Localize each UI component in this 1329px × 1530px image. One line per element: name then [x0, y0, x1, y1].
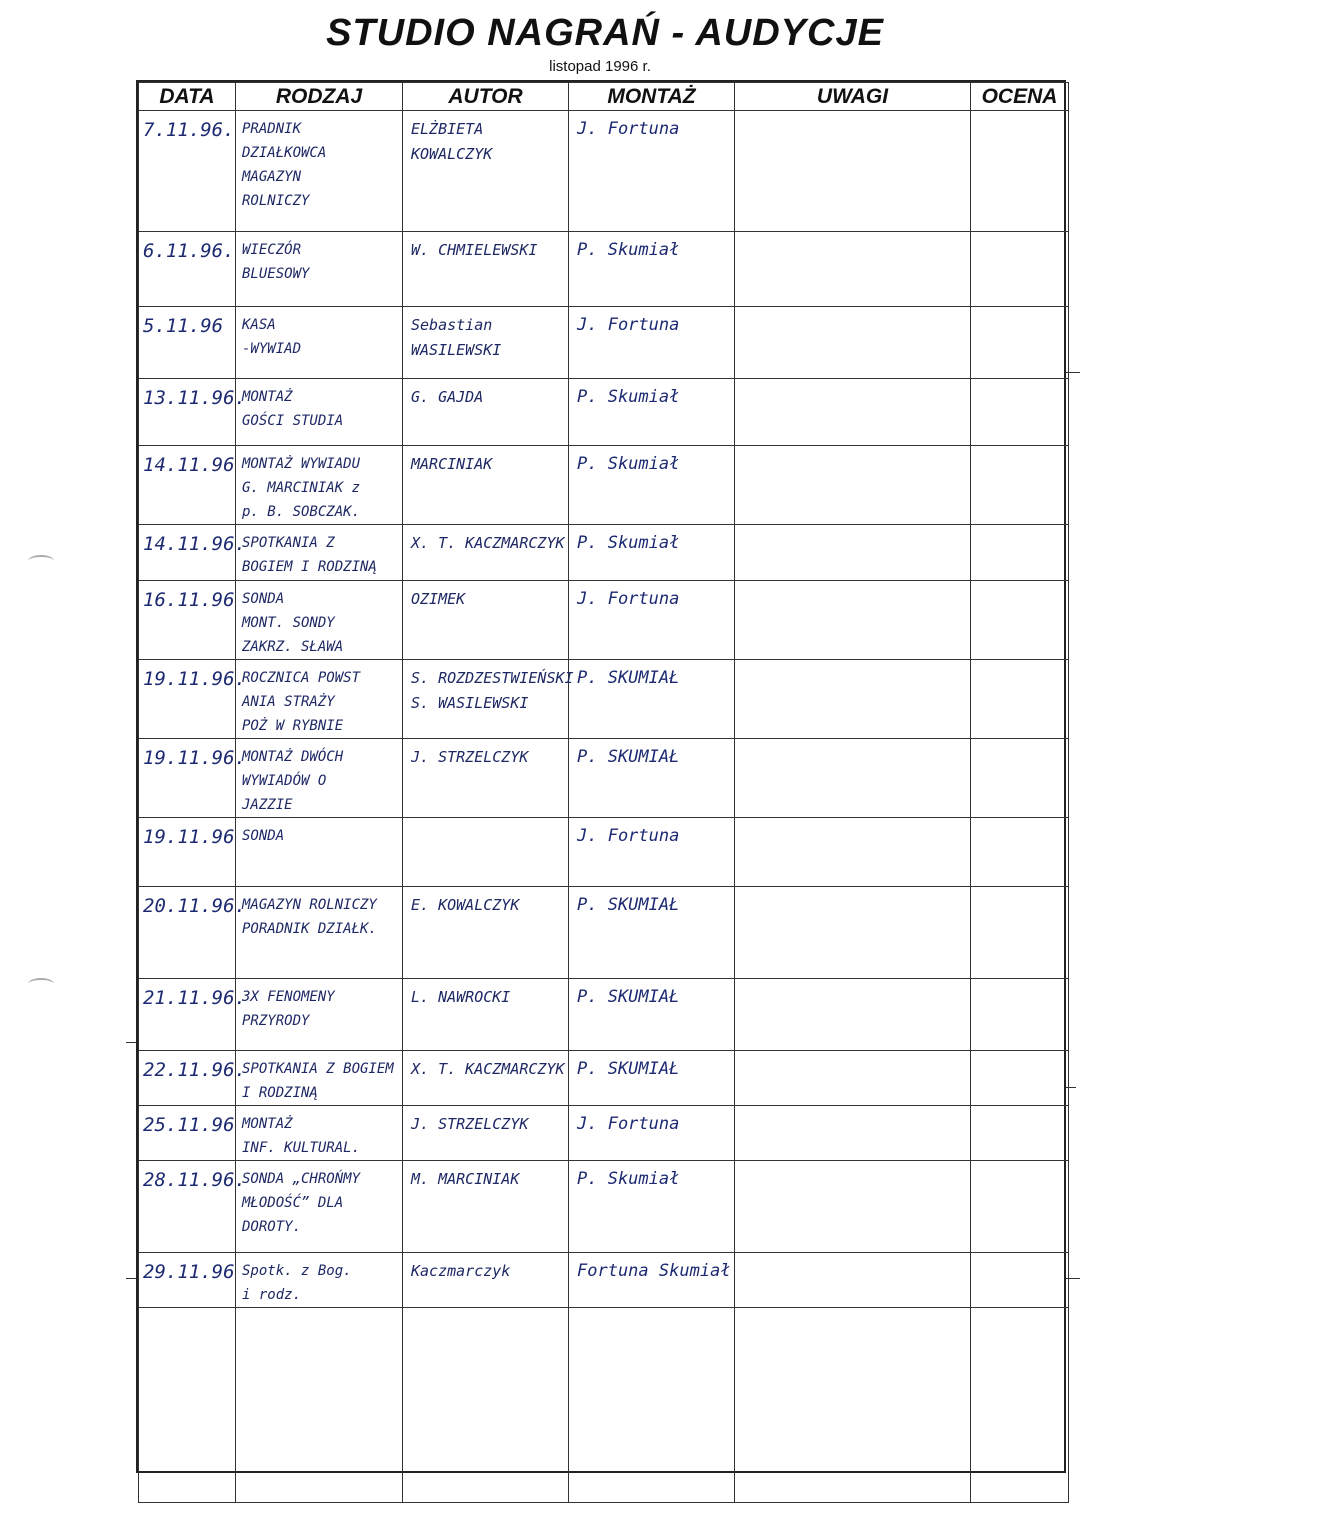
cell-date: 7.11.96.	[139, 111, 236, 232]
cell-text-line: DOROTY.	[242, 1219, 302, 1235]
table-row	[139, 1051, 1069, 1106]
cell-text-line: WIECZÓR	[242, 242, 302, 258]
cell-kind	[236, 887, 403, 979]
table-header-row	[139, 83, 1069, 111]
punch-hole-mark	[28, 555, 54, 567]
cell-date: 21.11.96.	[139, 979, 236, 1051]
stray-line	[1066, 1278, 1080, 1279]
punch-hole-mark	[28, 978, 54, 990]
cell-date: 13.11.96.	[139, 379, 236, 446]
cell-text-line: WYWIADÓW O	[242, 773, 327, 789]
cell-notes	[735, 232, 971, 307]
cell-text-line: MONTAŻ	[242, 1116, 293, 1132]
cell-date: 5.11.96	[139, 307, 236, 379]
cell-author	[403, 1051, 569, 1106]
cell-text-line: MŁODOŚĆ” DLA	[242, 1195, 344, 1211]
cell-date: 22.11.96.	[139, 1051, 236, 1106]
page-title: STUDIO NAGRAŃ - AUDYCJE	[326, 12, 884, 54]
cell-rating	[971, 887, 1069, 979]
cell-rating	[971, 1308, 1069, 1503]
cell-rating	[971, 232, 1069, 307]
cell-date: 19.11.96.	[139, 739, 236, 818]
cell-montage: J. Fortuna	[569, 581, 735, 660]
cell-notes	[735, 379, 971, 446]
cell-text-line: -WYWIAD	[242, 341, 302, 357]
cell-text-line: Sebastian	[411, 316, 493, 334]
cell-author	[403, 232, 569, 307]
cell-notes	[735, 887, 971, 979]
cell-notes	[735, 1253, 971, 1308]
cell-notes	[735, 1106, 971, 1161]
cell-date: 16.11.96	[139, 581, 236, 660]
cell-text-line: S. ROZDZESTWIEŃSKI	[411, 669, 574, 687]
column-header-notes: UWAGI	[735, 83, 971, 111]
table-row	[139, 1106, 1069, 1161]
cell-montage: P. SKUMIAŁ	[569, 979, 735, 1051]
cell-date: 28.11.96.	[139, 1161, 236, 1253]
cell-text-line: MONTAŻ	[242, 389, 293, 405]
cell-notes	[735, 446, 971, 525]
cell-text-line: M. MARCINIAK	[411, 1170, 520, 1188]
cell-text-line: MARCINIAK	[411, 455, 493, 473]
cell-kind	[236, 525, 403, 581]
cell-rating	[971, 1106, 1069, 1161]
cell-kind	[236, 979, 403, 1051]
cell-author	[403, 307, 569, 379]
cell-kind	[236, 111, 403, 232]
page-subtitle: listopad 1996 r.	[549, 58, 651, 75]
cell-notes	[735, 818, 971, 887]
table-row	[139, 887, 1069, 979]
cell-kind	[236, 1051, 403, 1106]
cell-rating	[971, 111, 1069, 232]
table-row	[139, 979, 1069, 1051]
cell-montage: P. SKUMIAŁ	[569, 1051, 735, 1106]
stray-line	[1066, 1087, 1076, 1088]
cell-text-line: PORADNIK DZIAŁK.	[242, 921, 377, 937]
cell-text-line: X. T. KACZMARCZYK	[411, 1060, 565, 1078]
cell-text-line: ANIA STRAŻY	[242, 694, 335, 710]
cell-text-line: W. CHMIELEWSKI	[411, 241, 538, 259]
cell-rating	[971, 739, 1069, 818]
cell-text-line: MAGAZYN	[242, 169, 302, 185]
cell-montage: J. Fortuna	[569, 111, 735, 232]
cell-kind	[236, 446, 403, 525]
cell-author	[403, 379, 569, 446]
table-row-empty	[139, 1308, 1069, 1503]
cell-author	[403, 1308, 569, 1503]
cell-montage: P. Skumiał	[569, 446, 735, 525]
cell-text-line: WASILEWSKI	[411, 341, 502, 359]
cell-kind	[236, 232, 403, 307]
cell-montage	[569, 1308, 735, 1503]
cell-text-line: J. STRZELCZYK	[411, 748, 529, 766]
log-sheet	[136, 80, 1066, 1473]
cell-text-line: SONDA	[242, 591, 285, 607]
table-row	[139, 525, 1069, 581]
cell-date: 14.11.96	[139, 446, 236, 525]
cell-kind	[236, 581, 403, 660]
cell-date: 29.11.96	[139, 1253, 236, 1308]
cell-text-line: SPOTKANIA Z	[242, 535, 335, 551]
cell-text-line: G. MARCINIAK z	[242, 480, 361, 496]
cell-text-line: i rodz.	[242, 1287, 302, 1303]
table-row	[139, 111, 1069, 232]
cell-text-line: GOŚCI STUDIA	[242, 413, 344, 429]
cell-text-line: ROCZNICA POWST	[242, 670, 361, 686]
cell-montage: P. Skumiał	[569, 1161, 735, 1253]
table-row	[139, 660, 1069, 739]
cell-rating	[971, 581, 1069, 660]
cell-text-line: J. STRZELCZYK	[411, 1115, 529, 1133]
cell-notes	[735, 739, 971, 818]
table-body	[139, 111, 1069, 1503]
cell-text-line: S. WASILEWSKI	[411, 694, 529, 712]
cell-text-line: p. B. SOBCZAK.	[242, 504, 361, 520]
cell-author	[403, 1253, 569, 1308]
cell-date: 19.11.96	[139, 818, 236, 887]
cell-text-line: SONDA	[242, 828, 285, 844]
cell-rating	[971, 660, 1069, 739]
table-row	[139, 1161, 1069, 1253]
cell-date: 25.11.96	[139, 1106, 236, 1161]
cell-notes	[735, 1051, 971, 1106]
cell-text-line: G. GAJDA	[411, 388, 484, 406]
cell-kind	[236, 739, 403, 818]
cell-kind	[236, 660, 403, 739]
stray-line	[126, 1278, 136, 1279]
cell-date: 14.11.96.	[139, 525, 236, 581]
cell-montage: P. SKUMIAŁ	[569, 887, 735, 979]
cell-author	[403, 111, 569, 232]
cell-notes	[735, 525, 971, 581]
cell-text-line: E. KOWALCZYK	[411, 896, 520, 914]
cell-text-line: INF. KULTURAL.	[242, 1140, 361, 1156]
cell-text-line: JAZZIE	[242, 797, 293, 813]
cell-text-line: MAGAZYN ROLNICZY	[242, 897, 377, 913]
cell-text-line: KASA	[242, 317, 276, 333]
cell-date: 6.11.96.	[139, 232, 236, 307]
table-row	[139, 1253, 1069, 1308]
cell-text-line: 3X FENOMENY	[242, 989, 335, 1005]
cell-date: 19.11.96.	[139, 660, 236, 739]
cell-notes	[735, 979, 971, 1051]
cell-text-line: L. NAWROCKI	[411, 988, 511, 1006]
cell-rating	[971, 525, 1069, 581]
cell-author	[403, 581, 569, 660]
column-header-kind: RODZAJ	[236, 83, 403, 111]
cell-montage: J. Fortuna	[569, 307, 735, 379]
cell-kind	[236, 307, 403, 379]
column-header-date: DATA	[139, 83, 236, 111]
cell-text-line: MONTAŻ DWÓCH	[242, 749, 344, 765]
cell-author	[403, 1106, 569, 1161]
cell-kind	[236, 1106, 403, 1161]
cell-text-line: SPOTKANIA Z BOGIEM	[242, 1061, 394, 1077]
cell-rating	[971, 1253, 1069, 1308]
cell-rating	[971, 446, 1069, 525]
table-row	[139, 307, 1069, 379]
cell-rating	[971, 818, 1069, 887]
cell-notes	[735, 307, 971, 379]
cell-text-line: MONTAŻ WYWIADU	[242, 456, 361, 472]
cell-text-line: MONT. SONDY	[242, 615, 335, 631]
cell-author	[403, 887, 569, 979]
cell-author	[403, 660, 574, 739]
cell-author	[403, 979, 569, 1051]
recordings-table	[138, 82, 1069, 1503]
cell-rating	[971, 1161, 1069, 1253]
table-row	[139, 581, 1069, 660]
cell-kind	[236, 1253, 403, 1308]
cell-text-line: DZIAŁKOWCA	[242, 145, 327, 161]
table-row	[139, 818, 1069, 887]
cell-rating	[971, 307, 1069, 379]
cell-author	[403, 1161, 569, 1253]
cell-montage: J. Fortuna	[569, 1106, 735, 1161]
cell-notes	[735, 111, 971, 232]
cell-text-line: X. T. KACZMARCZYK	[411, 534, 565, 552]
cell-notes	[735, 1308, 971, 1503]
cell-author	[403, 525, 569, 581]
cell-text-line: BLUESOWY	[242, 266, 310, 282]
cell-rating	[971, 1051, 1069, 1106]
cell-rating	[971, 979, 1069, 1051]
cell-montage: P. SKUMIAŁ	[569, 660, 735, 739]
table-row	[139, 446, 1069, 525]
cell-text-line: ROLNICZY	[242, 193, 310, 209]
cell-montage: Fortuna Skumiał	[569, 1253, 735, 1308]
cell-montage: P. Skumiał	[569, 379, 735, 446]
cell-montage: J. Fortuna	[569, 818, 735, 887]
cell-text-line: KOWALCZYK	[411, 145, 493, 163]
cell-text-line: I RODZINĄ	[242, 1085, 318, 1101]
cell-author	[403, 818, 569, 887]
cell-notes	[735, 1161, 971, 1253]
column-header-montage: MONTAŻ	[569, 83, 735, 111]
stray-line	[126, 1042, 136, 1043]
cell-notes	[735, 581, 971, 660]
cell-notes	[735, 660, 971, 739]
column-header-rating: OCENA	[971, 83, 1069, 111]
cell-montage: P. SKUMIAŁ	[569, 739, 735, 818]
cell-text-line: ELŻBIETA	[411, 120, 484, 138]
cell-rating	[971, 379, 1069, 446]
table-row	[139, 739, 1069, 818]
cell-date: 20.11.96.	[139, 887, 236, 979]
cell-text-line: ZAKRZ. SŁAWA	[242, 639, 344, 655]
cell-montage: P. Skumiał	[569, 525, 735, 581]
table-row	[139, 232, 1069, 307]
cell-text-line: PRZYRODY	[242, 1013, 310, 1029]
cell-text-line: POŻ W RYBNIE	[242, 718, 344, 734]
cell-text-line: Spotk. z Bog.	[242, 1263, 352, 1279]
cell-date	[139, 1308, 236, 1503]
cell-text-line: PRADNIK	[242, 121, 302, 137]
stray-line	[1066, 372, 1080, 373]
cell-text-line: Kaczmarczyk	[411, 1262, 511, 1280]
cell-kind	[236, 1161, 403, 1253]
cell-kind	[236, 379, 403, 446]
cell-text-line: OZIMEK	[411, 590, 466, 608]
column-header-author: AUTOR	[403, 83, 569, 111]
cell-montage: P. Skumiał	[569, 232, 735, 307]
cell-kind	[236, 818, 403, 887]
cell-author	[403, 446, 569, 525]
cell-text-line: SONDA „CHROŃMY	[242, 1171, 361, 1187]
cell-author	[403, 739, 569, 818]
cell-text-line: BOGIEM I RODZINĄ	[242, 559, 377, 575]
cell-kind	[236, 1308, 403, 1503]
table-row	[139, 379, 1069, 446]
